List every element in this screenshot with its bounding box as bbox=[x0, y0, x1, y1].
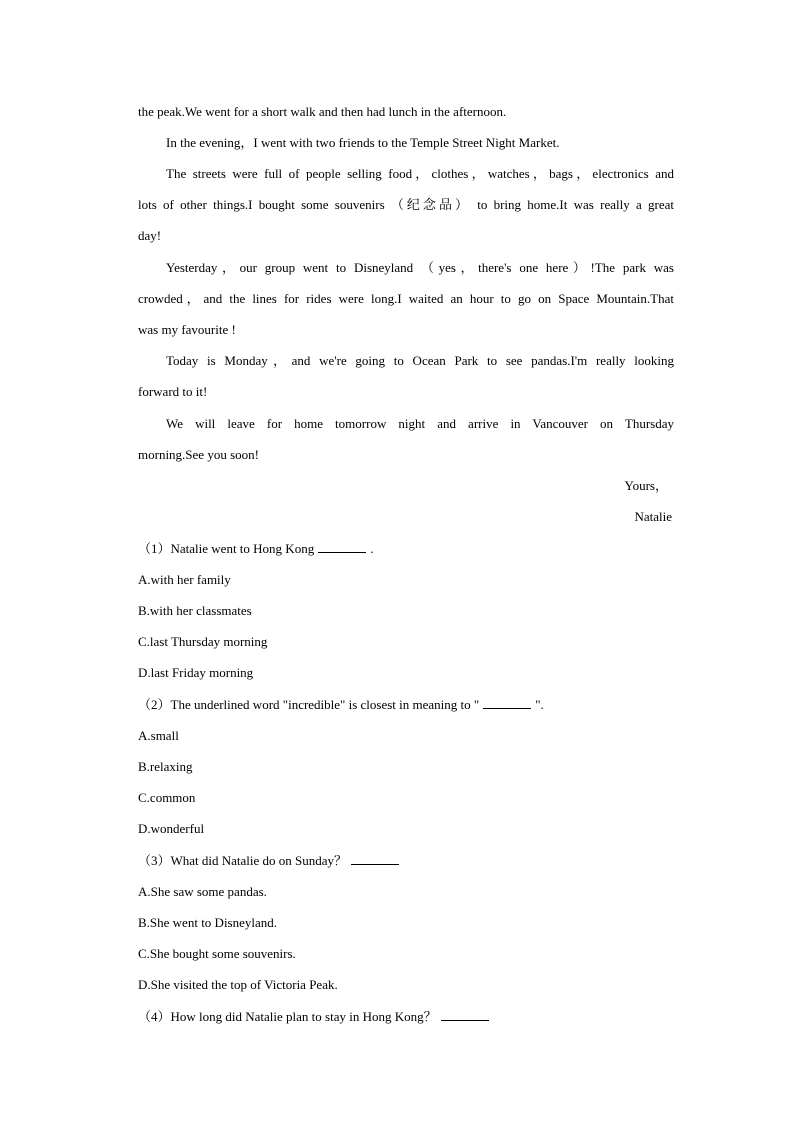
option-c: C.She bought some souvenirs. bbox=[138, 946, 296, 961]
letter-line: lots of other things.I bought some souvenirs （纪念品） to bring home.It was really a great bbox=[138, 197, 674, 212]
letter-line: We will leave for home tomorrow night and arrive in Vancouver on Thursday bbox=[166, 416, 674, 431]
question-1 bbox=[138, 541, 674, 557]
letter-signature: Natalie bbox=[634, 509, 672, 524]
option-a: A.She saw some pandas. bbox=[138, 884, 267, 899]
question-prompt-end: . bbox=[370, 541, 374, 556]
answer-blank[interactable] bbox=[483, 697, 531, 709]
answer-blank[interactable] bbox=[318, 541, 366, 553]
letter-line: In the evening，I went with two friends to the Temple Street Night Market. bbox=[166, 135, 560, 150]
option-b: B.with her classmates bbox=[138, 603, 252, 618]
option-a: A.with her family bbox=[138, 572, 231, 587]
question-4 bbox=[138, 1009, 674, 1025]
letter-line: forward to it! bbox=[138, 384, 208, 399]
letter-line: Today is Monday，and we're going to Ocean Park to see pandas.I'm really looking bbox=[166, 353, 674, 368]
letter-line: was my favourite ! bbox=[138, 322, 236, 337]
letter-line: day! bbox=[138, 228, 162, 243]
option-d: D.She visited the top of Victoria Peak. bbox=[138, 977, 338, 992]
question-prompt: （3）What did Natalie do on Sunday？ bbox=[138, 853, 348, 868]
option-c: C.last Thursday morning bbox=[138, 634, 268, 649]
answer-blank[interactable] bbox=[441, 1009, 489, 1021]
option-a: A.small bbox=[138, 728, 179, 743]
option-d: D.wonderful bbox=[138, 821, 205, 836]
question-2 bbox=[138, 697, 674, 713]
question-prompt: （4）How long did Natalie plan to stay in Hong Kong？ bbox=[138, 1009, 437, 1024]
question-prompt: （1）Natalie went to Hong Kong bbox=[138, 541, 315, 556]
letter-line: crowded，and the lines for rides were long.I waited an hour to go on Space Mountain.That bbox=[138, 291, 674, 306]
question-3 bbox=[138, 853, 674, 869]
option-d: D.last Friday morning bbox=[138, 665, 254, 680]
option-c: C.common bbox=[138, 790, 196, 805]
question-prompt-end: ". bbox=[535, 697, 544, 712]
option-b: B.relaxing bbox=[138, 759, 193, 774]
letter-line: the peak.We went for a short walk and then had lunch in the afternoon. bbox=[138, 104, 507, 119]
letter-closing: Yours， bbox=[624, 478, 668, 493]
letter-line: Yesterday，our group went to Disneyland （yes，there's one here）!The park was bbox=[166, 260, 674, 275]
answer-blank[interactable] bbox=[351, 853, 399, 865]
option-b: B.She went to Disneyland. bbox=[138, 915, 278, 930]
letter-line: The streets were full of people selling food，clothes，watches，bags，electronics and bbox=[166, 166, 674, 181]
letter-line: morning.See you soon! bbox=[138, 447, 259, 462]
question-prompt: （2）The underlined word "incredible" is closest in meaning to " bbox=[138, 697, 480, 712]
